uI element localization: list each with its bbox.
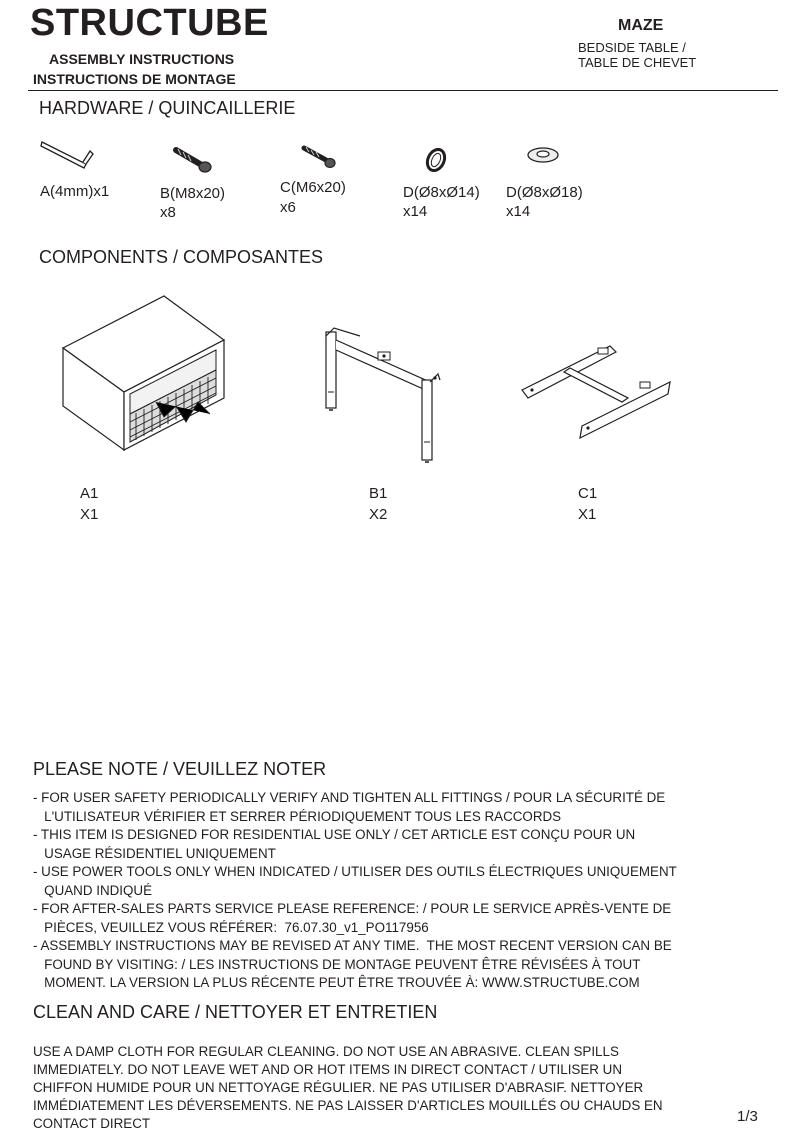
- bolt-m6-icon: [300, 144, 342, 170]
- hardware-label-d1: D(Ø8xØ14): [403, 184, 480, 201]
- hardware-label-c: C(M6x20): [280, 179, 346, 196]
- product-desc-en: BEDSIDE TABLE /: [578, 40, 686, 55]
- notes-list: [33, 789, 677, 993]
- component-label-a1: A1: [80, 485, 99, 502]
- hardware-label-b: B(M8x20): [160, 185, 226, 202]
- notes-line: PIÈCES, VEUILLEZ VOUS RÉFÉRER: 76.07.30_v1_PO117956: [33, 919, 429, 935]
- care-line: CHIFFON HUMIDE POUR UN NETTOYAGE RÉGULIER. NE PAS UTILISER D'ABRASIF. NETTOYER: [33, 1080, 644, 1095]
- hardware-qty-b: x8: [160, 204, 176, 221]
- notes-line: - THIS ITEM IS DESIGNED FOR RESIDENTIAL USE ONLY / CET ARTICLE EST CONÇU POUR UN: [33, 827, 636, 842]
- component-qty-c1: X1: [578, 506, 597, 523]
- flat-washer-icon: [526, 145, 560, 165]
- notes-line: L'UTILISATEUR VÉRIFIER ET SERRER PÉRIODIQUEMENT TOUS LES RACCORDS: [33, 808, 562, 824]
- hardware-title: HARDWARE / QUINCAILLERIE: [39, 98, 296, 118]
- notes-line: MOMENT. LA VERSION LA PLUS RÉCENTE PEUT ÊTRE TROUVÉE À: WWW.STRUCTUBE.COM: [33, 975, 640, 990]
- care-line: IMMEDIATELY. DO NOT LEAVE WET AND OR HOT ITEMS IN DIRECT CONTACT / UTILISER UN: [33, 1062, 623, 1077]
- cabinet-box-icon: [60, 292, 232, 460]
- care-title: CLEAN AND CARE / NETTOYER ET ENTRETIEN: [33, 1002, 438, 1022]
- hardware-qty-d2: x14: [506, 203, 531, 220]
- cross-frame-icon: [518, 340, 674, 442]
- component-qty-b1: X2: [369, 506, 388, 523]
- subtitle-fr: INSTRUCTIONS DE MONTAGE: [33, 71, 236, 87]
- care-line: CONTACT DIRECT: [33, 1116, 151, 1131]
- notes-line: QUAND INDIQUÉ: [33, 882, 153, 898]
- notes-line: - USE POWER TOOLS ONLY WHEN INDICATED / UTILISER DES OUTILS ÉLECTRIQUES UNIQUEMENT: [33, 864, 677, 879]
- component-label-b1: B1: [369, 485, 388, 502]
- page-number: 1/3: [737, 1108, 758, 1125]
- hardware-qty-c: x6: [280, 199, 296, 216]
- product-desc-fr: TABLE DE CHEVET: [578, 55, 697, 70]
- notes-line: - ASSEMBLY INSTRUCTIONS MAY BE REVISED AT ANY TIME. THE MOST RECENT VERSION CAN BE: [33, 938, 672, 953]
- component-label-c1: C1: [578, 485, 598, 502]
- component-qty-a1: X1: [80, 506, 99, 523]
- notes-line: USAGE RÉSIDENTIEL UNIQUEMENT: [33, 845, 276, 861]
- subtitle-en: ASSEMBLY INSTRUCTIONS: [49, 51, 235, 67]
- hardware-label-a: A(4mm)x1: [40, 183, 110, 200]
- care-text: [33, 1043, 663, 1133]
- allen-key-icon: [40, 138, 96, 172]
- notes-title: PLEASE NOTE / VEUILLEZ NOTER: [33, 759, 327, 779]
- notes-line: - FOR USER SAFETY PERIODICALLY VERIFY AND TIGHTEN ALL FITTINGS / POUR LA SÉCURITÉ DE: [33, 790, 666, 805]
- notes-line: - FOR AFTER-SALES PARTS SERVICE PLEASE REFERENCE: / POUR LE SERVICE APRÈS-VENTE DE: [33, 901, 672, 916]
- care-line: IMMÉDIATEMENT LES DÉVERSEMENTS. NE PAS LAISSER D'ARTICLES MOUILLÉS OU CHAUDS EN: [33, 1098, 663, 1113]
- brand-logo: STRUCTUBE: [30, 2, 269, 44]
- hardware-qty-d1: x14: [403, 203, 428, 220]
- notes-line: FOUND BY VISITING: / LES INSTRUCTIONS DE MONTAGE PEUVENT ÊTRE RÉVISÉES À TOUT: [33, 956, 641, 972]
- header-divider: [28, 90, 778, 91]
- components-title: COMPONENTS / COMPOSANTES: [39, 247, 324, 267]
- care-line: USE A DAMP CLOTH FOR REGULAR CLEANING. DO NOT USE AN ABRASIVE. CLEAN SPILLS: [33, 1044, 619, 1059]
- leg-frame-icon: [322, 322, 446, 468]
- bolt-m8-icon: [172, 146, 214, 174]
- spring-washer-icon: [424, 146, 448, 174]
- hardware-label-d2: D(Ø8xØ18): [506, 184, 583, 201]
- product-name: MAZE: [618, 17, 664, 34]
